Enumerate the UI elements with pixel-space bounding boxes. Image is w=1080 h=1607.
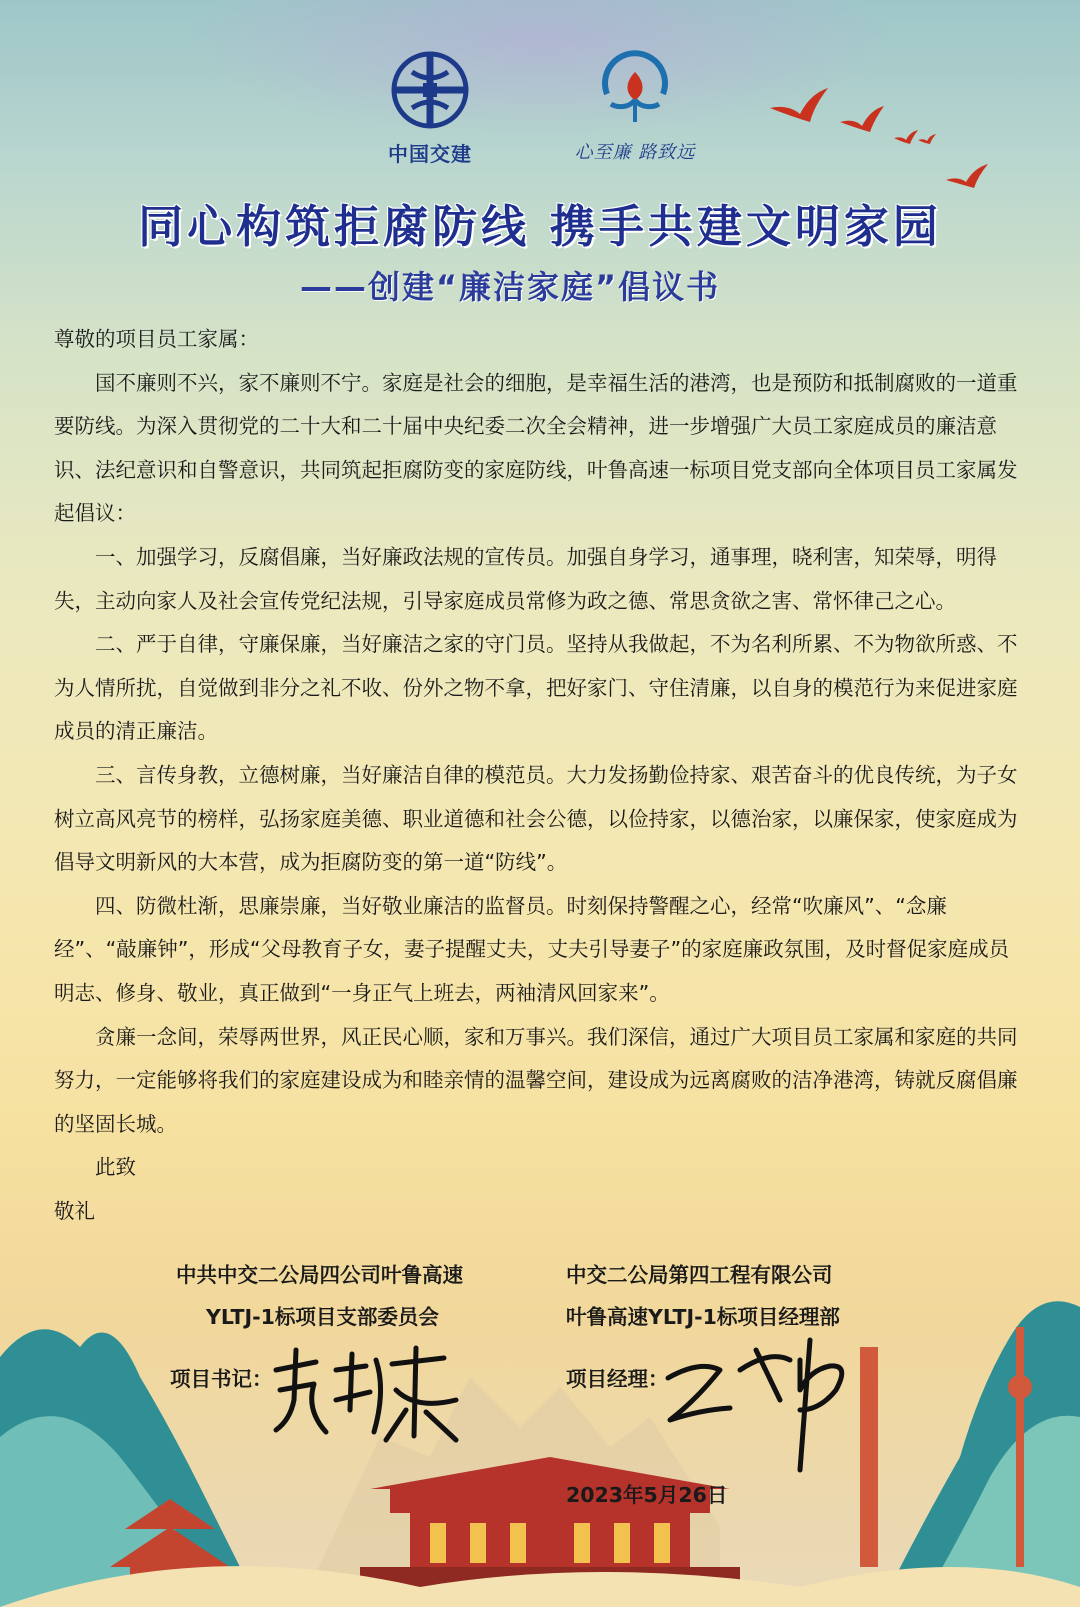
letter-body	[54, 318, 1026, 1233]
closing-regards: 敬礼	[54, 1198, 95, 1223]
cccc-emblem-icon	[390, 50, 470, 130]
closing-salutation: 此致	[95, 1155, 136, 1180]
project-manager-label: 项目经理：	[566, 1367, 669, 1391]
letter-greeting: 尊敬的项目员工家属：	[54, 327, 259, 351]
integrity-logo-caption: 心至廉 路致远	[574, 142, 696, 163]
page-title: 同心构筑拒腐防线 携手共建文明家园	[138, 200, 942, 253]
lotus-emblem-icon	[595, 50, 675, 130]
cccc-logo	[355, 50, 505, 167]
letter-paragraph: 三、言传身教，立德树廉，当好廉洁自律的模范员。大力发扬勤俭持家、艰苦奋斗的优良传统，为子女树立高风亮节的榜样，弘扬家庭美德、职业道德和社会公德，以俭持家，以德治家，以廉保家，使家庭成为倡导文明新风的大本营，成为拒腐防变的第一道“防线”。	[54, 762, 1018, 875]
right-org-line-2: 叶鲁高速YLTJ-1标项目经理部	[566, 1305, 840, 1329]
letter-paragraph: 二、严于自律，守廉保廉，当好廉洁之家的守门员。坚持从我做起，不为名利所累、不为物欲所惑、不为人情所扰，自觉做到非分之礼不收、份外之物不拿，把好家门、守住清廉，以自身的模范行为来促进家庭成员的清正廉洁。	[54, 632, 1018, 744]
landmark-scenery-decoration	[0, 1267, 1080, 1607]
project-manager-signature	[660, 1330, 860, 1480]
page-subtitle: ——创建“廉洁家庭”倡议书	[300, 268, 721, 306]
party-secretary-label: 项目书记：	[170, 1367, 273, 1391]
left-org-line-2: YLTJ-1标项目支部委员会	[206, 1305, 439, 1329]
signing-date: 2023年5月26日	[566, 1483, 728, 1507]
left-signatory-organization	[176, 1254, 463, 1338]
letter-paragraph: 贪廉一念间，荣辱两世界，风正民心顺，家和万事兴。我们深信，通过广大项目员工家属和家庭的共同努力，一定能够将我们的家庭建设成为和睦亲情的温馨空间，建设成为远离腐败的洁净港湾，铸就反腐倡廉的坚固长城。	[54, 1024, 1018, 1136]
letter-paragraph: 国不廉则不兴，家不廉则不宁。家庭是社会的细胞，是幸福生活的港湾，也是预防和抵制腐败的一道重要防线。为深入贯彻党的二十大和二十届中央纪委二次全会精神，进一步增强广大员工家庭成员的廉洁意识、法纪意识和自警意识，共同筑起拒腐防变的家庭防线，叶鲁高速一标项目党支部向全体项目员工家属发起倡议：	[54, 370, 1018, 526]
letter-paragraph: 一、加强学习，反腐倡廉，当好廉政法规的宣传员。加强自身学习，通事理，晓利害，知荣辱，明得失，主动向家人及社会宣传党纪法规，引导家庭成员常修为政之德、常思贪欲之害、常怀律己之心。	[54, 544, 997, 613]
left-org-line-1: 中共中交二公局四公司叶鲁高速	[176, 1263, 463, 1287]
cccc-logo-caption: 中国交建	[388, 142, 472, 166]
letter-paragraph: 四、防微杜渐，思廉崇廉，当好敬业廉洁的监督员。时刻保持警醒之心，经常“吹廉风”、“念廉经”、“敲廉钟”，形成“父母教育子女，妻子提醒丈夫，丈夫引导妻子”的家庭廉政氛围，及时督促家庭成员明志、修身、敬业，真正做到“一身正气上班去，两袖清风回家来”。	[54, 893, 1010, 1005]
integrity-logo	[560, 50, 710, 164]
right-org-line-1: 中交二公局第四工程有限公司	[566, 1263, 833, 1287]
right-signatory-organization	[566, 1254, 840, 1338]
party-secretary-signature	[266, 1340, 466, 1450]
